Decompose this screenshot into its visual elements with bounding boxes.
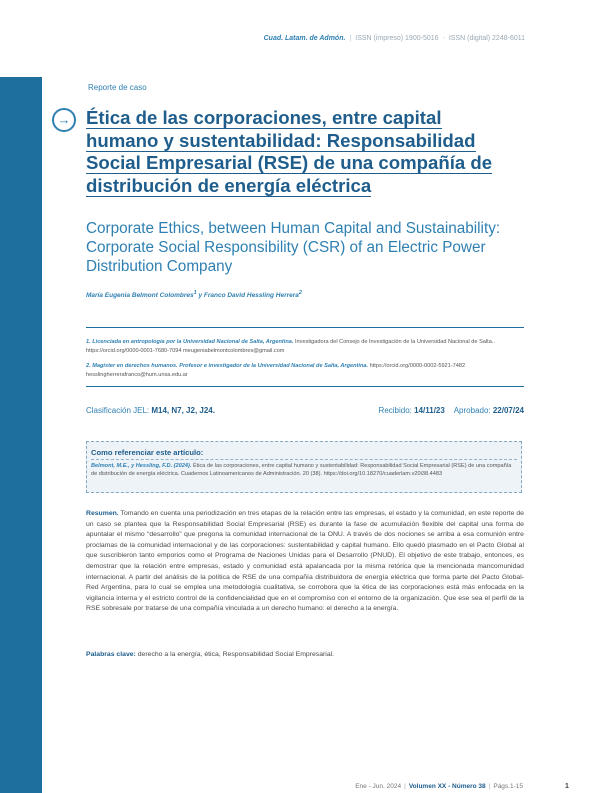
footnote-2 <box>86 362 524 379</box>
issn-print: ISSN (impreso) 1900-5016 <box>355 35 439 42</box>
abstract-text: Tomando en cuenta una periodización en tres etapas de la relación entre las empresas, el estado y la comunidad, en este reporte de un caso se plantea que la Responsabilidad Social Empresarial (RSE) es durante la fase de acumulación flexible del capital una forma de apuntalar el mismo “desarrollo” que pregona la comunidad internacional de la ONU. A través de dos nociones se arriba a esa comunión entre proclamas de la comunidad internacional y de las corporaciones: sustentabilidad y capital humano. Ello quedó plasmado en el Pacto Global al que suscribieron tanto emporios como el Programa de Naciones Unidas para el Desarrollo (PNUD). El objetivo de este trabajo, entonces, es demostrar que la relación entre empresas, estado y comunidad está apalancada por la misma retórica que la mencionada mancomunidad internacional. A partir del análisis de la política de RSE de una compañía distribuidora de energía eléctrica que forma parte del Pacto Global-Red Argentina, para lo cual se emplea una metodología cualitativa, se corrobora que la ética de las corporaciones está más enfocada en la vigilancia interna y el estricto control de la confidencialidad que en el compromiso con el entorno de la organización. Que ese sea el perfil de la RSE sobresale por tratarse de una compañía vinculada a un derecho humano: el derecho a la energía. <box>86 510 524 613</box>
footer-separator: | <box>488 783 491 790</box>
article-dates <box>379 406 524 415</box>
footer-volume: Volumen XX - Número 38 <box>408 783 486 790</box>
jel-label: Clasificación JEL: <box>86 406 152 415</box>
keywords <box>86 651 524 658</box>
arrow-right-icon: → <box>52 108 76 132</box>
header-separator: - <box>442 35 445 42</box>
author-1: María Eugenia Belmont Colombres <box>86 292 194 300</box>
title-line: distribución de energía eléctrica <box>86 174 372 196</box>
page-footer <box>355 783 523 790</box>
author-2-footnote-mark: 2 <box>298 290 302 296</box>
jel-classification <box>86 406 215 415</box>
journal-name: Cuad. Latam. de Admón. <box>263 35 346 42</box>
footnote-1-details: Investigadora del Consejo de Investigación de la Universidad Nacional de Salta.. https://orcid.org/0000-0001-7680-7094 meugeniabelmontcolombres@gmail.com <box>86 339 495 354</box>
citation-reference: Ética de las corporaciones, entre capital humano y sustentabilidad: Responsabilidad Social Empresarial (RSE) de una compañía de distribución de energía eléctrica. Cuadernos Latinoamericanos de Administración. 20 (38). https://doi.org/10.18270/cuaderlam.v20i38.4483 <box>91 463 512 477</box>
title-line: Ética de las corporaciones, entre capital <box>86 107 442 128</box>
title-line: humano y sustentabilidad: Responsabilidad <box>86 129 476 151</box>
issn-digital: ISSN (digital) 2248-6011 <box>448 35 525 42</box>
received-date: 14/11/23 <box>414 406 445 415</box>
received-label: Recibido: <box>378 406 415 415</box>
abstract <box>86 509 524 615</box>
citation-title: Como referenciar este artículo: <box>91 448 204 457</box>
author-connector: y <box>196 292 204 300</box>
footnote-divider <box>86 327 524 328</box>
footer-pages: Págs.1-15 <box>493 783 523 790</box>
footer-period: Ene - Jun. 2024 <box>355 783 402 790</box>
left-sidebar-band <box>0 77 42 793</box>
article-title-english: Corporate Ethics, between Human Capital and Sustainability: Corporate Social Responsibility (CSR) of an Electric Power Distribution Company <box>86 220 501 275</box>
title-line: Social Empresarial (RSE) de una compañía de <box>86 152 493 173</box>
author-footnotes <box>86 338 524 386</box>
header-separator: | <box>349 35 352 42</box>
approved-label: Aprobado: <box>453 406 493 415</box>
citation-divider <box>91 459 517 460</box>
meta-divider <box>86 386 524 387</box>
footnote-1 <box>86 338 524 355</box>
page-number: 1 <box>565 783 569 790</box>
approved-date: 22/07/24 <box>492 406 524 415</box>
citation-authors: Belmont, M.E., y Hessling, F.D. (2024). <box>91 463 192 469</box>
article-title-spanish <box>86 107 536 197</box>
report-type: Reporte de caso <box>88 83 147 92</box>
keywords-label: Palabras clave: <box>86 651 136 658</box>
abstract-label: Resumen. <box>86 510 119 517</box>
keywords-text: derecho a la energía, ética, Responsabilidad Social Empresarial. <box>135 651 335 658</box>
journal-header <box>264 35 525 42</box>
citation-text <box>91 463 519 479</box>
footnote-2-affiliation: 2. Magíster en derechos humanos. Profesor e investigador de la Universidad Nacional de Salta, Argentina. <box>86 363 369 369</box>
author-2: Franco David Hessling Herrera <box>203 292 299 300</box>
authors-line <box>86 290 302 299</box>
citation-box <box>86 441 522 493</box>
jel-codes: M14, N7, J2, J24. <box>151 406 215 415</box>
footer-separator: | <box>404 783 406 790</box>
author-1-footnote-mark: 1 <box>193 290 197 296</box>
footnote-2-details: https://orcid.org/0000-0002-5921-7482 hesslingherrerafranco@hum.unsa.edu.ar <box>86 363 466 378</box>
footnote-1-affiliation: 1. Licenciada en antropología por la Universidad Nacional de Salta, Argentina. <box>86 339 294 345</box>
